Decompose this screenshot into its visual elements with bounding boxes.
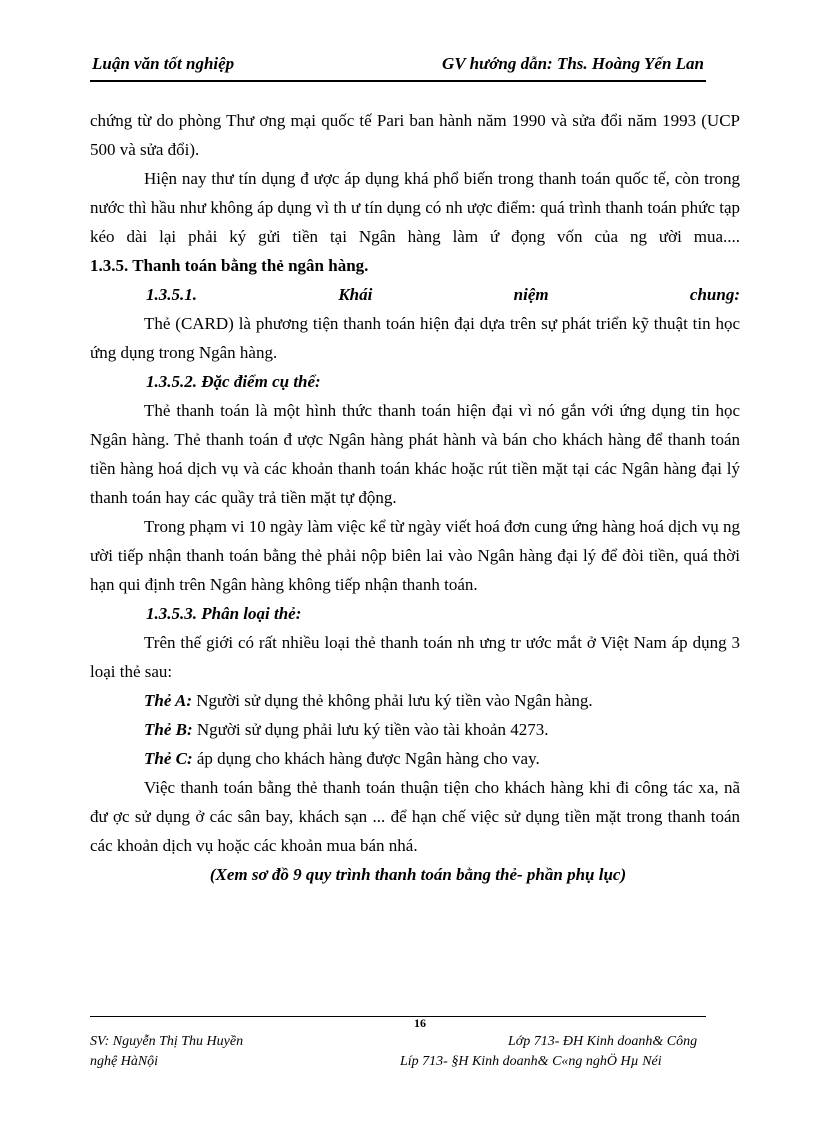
appendix-reference: (Xem sơ đồ 9 quy trình thanh toán bằng thẻ- phần phụ lục) — [209, 865, 627, 884]
header-advisor: GV hướng dẫn: Ths. Hoàng Yến Lan — [442, 54, 704, 73]
heading-1-3-5-3: 1.3.5.3. Phân loại thẻ: — [146, 604, 302, 623]
card-type-a-label: Thẻ A: — [144, 691, 193, 710]
card-type-b — [90, 715, 740, 744]
footer-class: Lớp 713- ĐH Kinh doanh& Công — [508, 1034, 698, 1049]
card-type-c — [90, 744, 740, 773]
header-rule — [90, 80, 706, 82]
footer-rule — [90, 1016, 706, 1017]
footer-student: SV: Nguyễn Thị Thu Huyền — [90, 1034, 244, 1049]
card-type-c-label: Thẻ C: — [144, 749, 193, 768]
paragraph-card-definition: Thẻ (CARD) là phương tiện thanh toán hiện đại dựa trên sự phát triển kỹ thuật tin học ứng dụng trong Ngân hàng. — [90, 314, 740, 362]
card-type-b-label: Thẻ B: — [144, 720, 193, 739]
paragraph-card-features: Thẻ thanh toán là một hình thức thanh toán hiện đại vì nó gắn với ứng dụng tin học Ngân hàng. Thẻ thanh toán đ ược Ngân hàng phát hành và bán cho khách hàng để thanh toán tiền hàng hoá dịch vụ và các khoản thanh toán khác hoặc rút tiền mặt tại các Ngân hàng đại lý thanh toán hay các quầy trả tiền mặt tự động. — [90, 401, 740, 507]
paragraph-card-deadline: Trong phạm vi 10 ngày làm việc kể từ ngày viết hoá đơn cung ứng hàng hoá dịch vụ ng ười tiếp nhận thanh toán bằng thẻ phải nộp biên lai vào Ngân hàng đại lý để đòi tiền, quá thời hạn qui định trên Ngân hàng không tiếp nhận thanh toán. — [90, 517, 740, 594]
page-body — [90, 106, 740, 889]
paragraph-card-convenience: Việc thanh toán bằng thẻ thanh toán thuận tiện cho khách hàng khi đi công tác xa, nã đư ợc sử dụng ở các sân bay, khách sạn ... để hạn chế việc sử dụng tiền mặt trong thanh toán các khoản dịch vụ hoặc các khoản mua bán nhá. — [90, 778, 740, 855]
footer-class-legacy-encoding: Líp 713- §H Kinh doanh& C«ng nghÖ Hµ Néi — [400, 1054, 662, 1069]
card-type-b-text: Người sử dụng phải lưu ký tiền vào tài khoản 4273. — [192, 720, 549, 739]
paragraph-letter-of-credit: Hiện nay thư tín dụng đ ược áp dụng khá phổ biến trong thanh toán quốc tế, còn trong nước thì hầu như không áp dụng vì th ư tín dụng có nh ược điểm: quá trình thanh toán phức tạp kéo dài lại phải ký gửi tiền tại Ngân hàng làm ứ đọng vốn của ng ười mua.... — [90, 169, 740, 246]
card-type-a-text: Người sử dụng thẻ không phải lưu ký tiền vào Ngân hàng. — [192, 691, 593, 710]
page-header — [90, 52, 706, 82]
page-number: 16 — [414, 1016, 426, 1030]
footer-class-continued: nghệ HàNội — [90, 1054, 159, 1069]
card-type-a — [90, 686, 740, 715]
header-thesis-title: Luận văn tốt nghiệp — [92, 54, 235, 73]
paragraph-ucp: chứng từ do phòng Thư ơng mại quốc tế Pari ban hành năm 1990 và sửa đổi năm 1993 (UCP 500 và sửa đổi). — [90, 111, 740, 159]
heading-1-3-5-2: 1.3.5.2. Đặc điểm cụ thể: — [146, 372, 321, 391]
heading-1-3-5-1: 1.3.5.1. Khái niệm chung: — [146, 285, 740, 304]
card-type-c-text: áp dụng cho khách hàng được Ngân hàng cho vay. — [192, 749, 540, 768]
paragraph-card-types-intro: Trên thế giới có rất nhiều loại thẻ thanh toán nh ưng tr ước mắt ở Việt Nam áp dụng 3 loại thẻ sau: — [90, 633, 740, 681]
heading-1-3-5: 1.3.5. Thanh toán bằng thẻ ngân hàng. — [90, 256, 369, 275]
